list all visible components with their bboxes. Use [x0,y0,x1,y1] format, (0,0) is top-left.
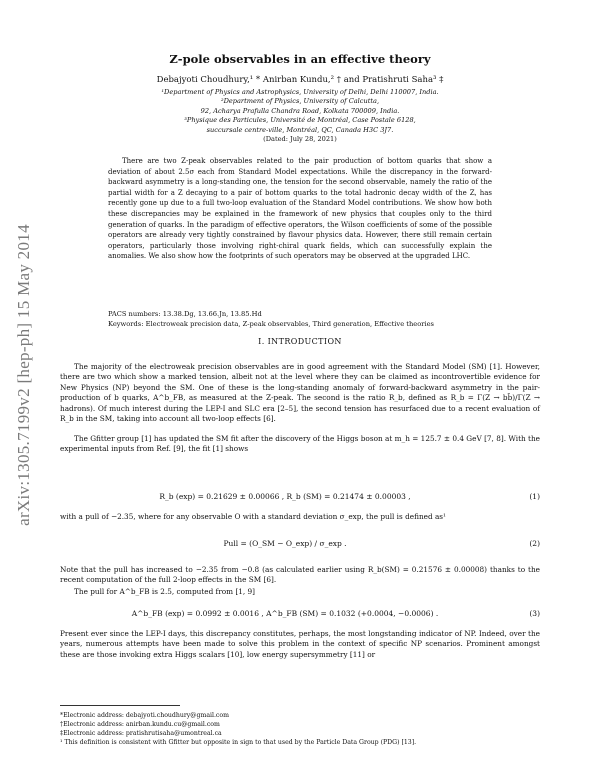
footnote: *Electronic address: debajyoti.choudhury@gmail.com [60,712,229,719]
keywords: Keywords: Electroweak precision data, Z-peak observables, Third generation, Effective theories [108,319,434,328]
dated-line: (Dated: July 28, 2021) [263,135,337,144]
footnote: ‡Electronic address: pratishrutisaha@umontreal.ca [60,730,222,737]
pacs-keywords [108,310,492,329]
affiliation-line: 92, Acharya Prafulla Chandra Road, Kolkata 700009, India. [200,106,400,115]
equation-number: (2) [529,539,540,548]
paragraph: The Gfitter group [1] has updated the SM fit after the discovery of the Higgs boson at m_h = 125.7 ± 0.4 GeV [7, 8]. With the experimental inputs from Ref. [9], the fit [1] shows [60,434,540,454]
equation-body: R_b (exp) = 0.21629 ± 0.00066 , R_b (SM) = 0.21474 ± 0.00003 , [159,492,411,501]
equation-body: A^b_FB (exp) = 0.0992 ± 0.0016 , A^b_FB (SM) = 0.1032 (+0.0004, −0.0006) . [131,609,439,618]
pacs-numbers: PACS numbers: 13.38.Dg, 13.66.Jn, 13.85.Hd [108,310,262,318]
affiliations [60,88,540,144]
paragraph: The pull for A^b_FB is 2.5, computed from [1, 9] [74,587,256,596]
footnote-rule [60,705,180,706]
equation-body: Pull = (O_SM − O_exp) / σ_exp . [223,539,347,548]
paragraph: The majority of the electroweak precision observables are in good agreement with the Standard Model (SM) [1]. However, there are two which show a marked tension, albeit not at the level where they can be claimed as incontrovertible evidence for New Physics (NP) beyond the SM. One of these is the long-standing anomaly of forward-backward asymmetry in the pair-production of b quarks, A^b_FB, as measured at the Z-peak. The second is the ratio R_b, defined as R_b = Γ(Z → bb̄)/Γ(Z → hadrons). Of much interest during the LEP-I and SLC era [2–5], the second tension has resurfaced due to a recent evaluation of R_b in the SM, taking into account all two-loop effects [6]. [60,362,540,424]
equation-number: (1) [529,492,540,501]
arxiv-stamp [8,160,40,590]
footnote: †Electronic address: anirban.kundu.cu@gmail.com [60,721,220,728]
affiliation-line: ¹Department of Physics and Astrophysics, University of Delhi, Delhi 110007, India. [161,88,439,96]
paragraph: with a pull of −2.35, where for any observable O with a standard deviation σ_exp, the pull is defined as¹ [60,512,446,521]
footnotes [60,711,540,747]
footnote: ¹ This definition is consistent with Gfitter but opposite in sign to that used by the Particle Data Group (PDG) [13]. [60,739,417,746]
paper-title: Z-pole observables in an effective theory [169,52,431,66]
section-heading: I. INTRODUCTION [258,337,342,346]
abstract: There are two Z-peak observables related to the pair production of bottom quarks that show a deviation of about 2.5σ each from Standard Model expectations. While the discrepancy in the forward-backward asymmetry is a long-standing one, the tension for the second observable, namely the ratio of the partial width for a Z decaying to a pair of bottom quarks to the total hadronic decay width of the Z, has recently gone up due to a full two-loop evaluation of the Standard Model contributions. We show how both these discrepancies may be explained in the framework of new physics that couples only to the third generation of quarks. In the paradigm of effective operators, the Wilson coefficients of some of the possible operators are already very tightly constrained by flavour physics data. However, there still remain certain operators, particularly those involving right-chiral quark fields, which can successfully explain the anomalies. We also show how the footprints of such operators may be observed at the upgraded LHC. [108,157,492,261]
equation-number: (3) [529,609,540,618]
affiliation-line: ²Department of Physics, University of Calcutta, [220,97,380,106]
paragraph: Present ever since the LEP-I days, this discrepancy constitutes, perhaps, the most longstanding indicator of NP. Indeed, over the years, numerous attempts have been made to solve this problem in the context of specific NP scenarios. Prominent amongst these are those invoking extra Higgs scalars [10], low energy supersymmetry [11] or [60,629,540,659]
author-list: Debajyoti Choudhury,¹ * Anirban Kundu,² † and Pratishruti Saha³ ‡ [156,75,444,85]
affiliation-line: succursale centre-ville, Montréal, QC, Canada H3C 3J7. [206,125,394,134]
paragraph: Note that the pull has increased to −2.35 from −0.8 (as calculated earlier using R_b(SM) = 0.21576 ± 0.00008) thanks to the recent computation of the full 2-loop effects in the SM [6]. [60,565,540,585]
arxiv-stamp-text: arXiv:1305.7199v2 [hep-ph] 15 May 2014 [14,224,33,526]
affiliation-line: ³Physique des Particules, Université de Montréal, Case Postale 6128, [184,116,416,125]
